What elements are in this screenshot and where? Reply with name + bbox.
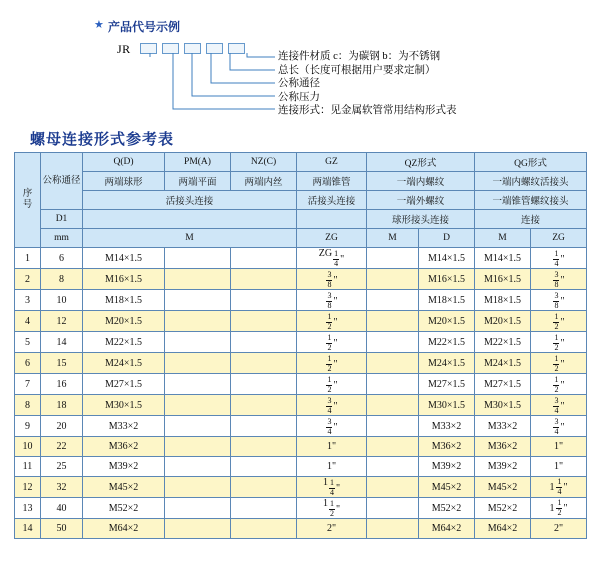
cell-sn: 2 xyxy=(15,269,41,290)
cell-qg-zg: 1 $\frac{1}{4}$ " xyxy=(531,477,587,498)
cell-nz xyxy=(231,416,297,437)
cell-gz: 2" xyxy=(297,519,367,539)
cell-qg-zg: 1 $\frac{1}{2}$ " xyxy=(531,498,587,519)
cell-sn: 6 xyxy=(15,353,41,374)
cell-qg-zg: 1" xyxy=(531,457,587,477)
cell-qz-d: M20×1.5 xyxy=(419,311,475,332)
cell-qd: M64×2 xyxy=(83,519,165,539)
table-row xyxy=(15,519,587,539)
cell-dn: 32 xyxy=(41,477,83,498)
cell-qz-d: M30×1.5 xyxy=(419,395,475,416)
cell-sn: 7 xyxy=(15,374,41,395)
cell-nz xyxy=(231,353,297,374)
cell-qg-m: M36×2 xyxy=(475,437,531,457)
cell-dn: 20 xyxy=(41,416,83,437)
cell-qg-m: M14×1.5 xyxy=(475,248,531,269)
table-row xyxy=(15,269,587,290)
cell-qg-m: M18×1.5 xyxy=(475,290,531,311)
cell-dn: 25 xyxy=(41,457,83,477)
cell-qz-d: M52×2 xyxy=(419,498,475,519)
col-header-row4-blank2 xyxy=(297,210,367,229)
table-row xyxy=(15,477,587,498)
col-header-row3-3: 一端外螺纹 xyxy=(367,191,475,210)
cell-qz-d: M27×1.5 xyxy=(419,374,475,395)
cell-qg-m: M30×1.5 xyxy=(475,395,531,416)
cell-qz-d: M36×2 xyxy=(419,437,475,457)
table-header-row xyxy=(15,153,587,172)
col-header-unit-m: M xyxy=(83,229,297,248)
cell-qz-m xyxy=(367,269,419,290)
col-header-row3-4: 一端锥管螺纹接头 xyxy=(475,191,587,210)
table-row xyxy=(15,248,587,269)
cell-gz: $\frac{3}{8}$ " xyxy=(297,290,367,311)
cell-dn: 6 xyxy=(41,248,83,269)
cell-qd: M33×2 xyxy=(83,416,165,437)
cell-qd: M20×1.5 xyxy=(83,311,165,332)
col-header-dn: 公称通径 xyxy=(41,153,83,210)
cell-qg-zg: $\frac{1}{4}$ " xyxy=(531,248,587,269)
cell-sn: 11 xyxy=(15,457,41,477)
cell-qz-m xyxy=(367,353,419,374)
legend-note-diameter: 公称通径 xyxy=(278,78,320,90)
col-header-row3-1: 活接头连接 xyxy=(83,191,297,210)
legend-note-form: 连接形式：见金属软管常用结构形式表 xyxy=(278,105,457,117)
cell-pm xyxy=(165,290,231,311)
cell-nz xyxy=(231,290,297,311)
page-title: 螺母连接形式参考表 xyxy=(30,132,175,148)
col-header-unit-qg-m: M xyxy=(475,229,531,248)
cell-qg-zg: $\frac{3}{4}$ " xyxy=(531,416,587,437)
cell-pm xyxy=(165,437,231,457)
cell-pm xyxy=(165,353,231,374)
table-row xyxy=(15,353,587,374)
table-row xyxy=(15,311,587,332)
col-header-gz-code: GZ xyxy=(297,153,367,172)
cell-qz-m xyxy=(367,457,419,477)
cell-dn: 10 xyxy=(41,290,83,311)
cell-qd: M36×2 xyxy=(83,437,165,457)
cell-sn: 4 xyxy=(15,311,41,332)
cell-qd: M14×1.5 xyxy=(83,248,165,269)
col-header-sn: 序 号 xyxy=(15,153,41,248)
cell-gz: $\frac{1}{2}$ " xyxy=(297,332,367,353)
cell-qg-m: M39×2 xyxy=(475,457,531,477)
cell-gz: 1" xyxy=(297,457,367,477)
cell-gz: $\frac{3}{4}$ " xyxy=(297,416,367,437)
cell-pm xyxy=(165,248,231,269)
table-row xyxy=(15,332,587,353)
cell-sn: 8 xyxy=(15,395,41,416)
cell-pm xyxy=(165,332,231,353)
cell-gz: 1 $\frac{1}{2}$ " xyxy=(297,498,367,519)
cell-qz-m xyxy=(367,519,419,539)
cell-dn: 18 xyxy=(41,395,83,416)
cell-nz xyxy=(231,269,297,290)
table-row xyxy=(15,395,587,416)
cell-pm xyxy=(165,311,231,332)
cell-dn: 14 xyxy=(41,332,83,353)
cell-qd: M18×1.5 xyxy=(83,290,165,311)
cell-qz-d: M33×2 xyxy=(419,416,475,437)
cell-nz xyxy=(231,374,297,395)
cell-dn: 16 xyxy=(41,374,83,395)
cell-qg-m: M33×2 xyxy=(475,416,531,437)
cell-qz-d: M64×2 xyxy=(419,519,475,539)
table-row xyxy=(15,457,587,477)
table-row xyxy=(15,290,587,311)
cell-pm xyxy=(165,519,231,539)
nut-connection-table-wrap xyxy=(14,152,586,539)
cell-nz xyxy=(231,519,297,539)
cell-qz-m xyxy=(367,332,419,353)
col-header-unit-mm: mm xyxy=(41,229,83,248)
cell-sn: 3 xyxy=(15,290,41,311)
cell-qd: M52×2 xyxy=(83,498,165,519)
star-icon: ★ xyxy=(94,19,104,31)
cell-qg-zg: 1" xyxy=(531,437,587,457)
cell-nz xyxy=(231,477,297,498)
cell-gz: $\frac{1}{2}$ " xyxy=(297,374,367,395)
cell-qz-m xyxy=(367,290,419,311)
col-header-unit-qg-zg: ZG xyxy=(531,229,587,248)
col-header-unit-zg: ZG xyxy=(297,229,367,248)
table-row xyxy=(15,374,587,395)
col-header-unit-qz-d: D xyxy=(419,229,475,248)
cell-dn: 40 xyxy=(41,498,83,519)
table-header-row xyxy=(15,191,587,210)
cell-nz xyxy=(231,498,297,519)
cell-qd: M39×2 xyxy=(83,457,165,477)
cell-qz-d: M24×1.5 xyxy=(419,353,475,374)
cell-gz: $\frac{1}{2}$ " xyxy=(297,353,367,374)
table-header-row xyxy=(15,229,587,248)
cell-gz: ZG $\frac{1}{4}$ " xyxy=(297,248,367,269)
cell-qz-d: M14×1.5 xyxy=(419,248,475,269)
cell-qz-m xyxy=(367,477,419,498)
cell-qz-d: M39×2 xyxy=(419,457,475,477)
cell-nz xyxy=(231,395,297,416)
cell-qg-m: M64×2 xyxy=(475,519,531,539)
cell-dn: 22 xyxy=(41,437,83,457)
product-code-legend xyxy=(0,0,600,120)
cell-qz-d: M22×1.5 xyxy=(419,332,475,353)
cell-qd: M16×1.5 xyxy=(83,269,165,290)
col-header-pm-code: PM(A) xyxy=(165,153,231,172)
nut-connection-table xyxy=(14,152,587,539)
cell-pm xyxy=(165,457,231,477)
cell-qz-d: M18×1.5 xyxy=(419,290,475,311)
cell-qg-m: M20×1.5 xyxy=(475,311,531,332)
cell-sn: 9 xyxy=(15,416,41,437)
legend-note-pressure: 公称压力 xyxy=(278,91,320,103)
cell-qg-m: M45×2 xyxy=(475,477,531,498)
cell-qz-d: M16×1.5 xyxy=(419,269,475,290)
table-row xyxy=(15,437,587,457)
cell-nz xyxy=(231,457,297,477)
col-header-row4-blank xyxy=(83,210,297,229)
cell-pm xyxy=(165,498,231,519)
code-prefix: JR xyxy=(117,42,131,56)
cell-qg-m: M24×1.5 xyxy=(475,353,531,374)
cell-sn: 10 xyxy=(15,437,41,457)
cell-qg-m: M22×1.5 xyxy=(475,332,531,353)
cell-qg-m: M52×2 xyxy=(475,498,531,519)
cell-pm xyxy=(165,374,231,395)
cell-sn: 13 xyxy=(15,498,41,519)
col-header-qd-code: Q(D) xyxy=(83,153,165,172)
cell-qz-m xyxy=(367,437,419,457)
col-header-gz-desc: 两端锥管 xyxy=(297,172,367,191)
cell-gz: $\frac{3}{4}$ " xyxy=(297,395,367,416)
col-header-qd-desc: 两端球形 xyxy=(83,172,165,191)
cell-pm xyxy=(165,395,231,416)
col-header-qz-desc: 一端内螺纹 xyxy=(367,172,475,191)
cell-qg-zg: $\frac{3}{8}$ " xyxy=(531,290,587,311)
cell-gz: 1 $\frac{1}{4}$ " xyxy=(297,477,367,498)
legend-note-material: 连接件材质 c：为碳钢 b：为不锈钢 xyxy=(278,51,441,62)
cell-dn: 12 xyxy=(41,311,83,332)
cell-qz-m xyxy=(367,498,419,519)
cell-qg-zg: $\frac{3}{4}$ " xyxy=(531,395,587,416)
cell-qg-zg: $\frac{1}{2}$ " xyxy=(531,311,587,332)
cell-nz xyxy=(231,248,297,269)
cell-qd: M30×1.5 xyxy=(83,395,165,416)
col-header-row4-2: 连接 xyxy=(475,210,587,229)
cell-qg-zg: 2" xyxy=(531,519,587,539)
col-header-unit-qz-m: M xyxy=(367,229,419,248)
cell-nz xyxy=(231,437,297,457)
cell-sn: 1 xyxy=(15,248,41,269)
cell-qd: M27×1.5 xyxy=(83,374,165,395)
cell-gz: 1" xyxy=(297,437,367,457)
legend-notes xyxy=(278,50,457,118)
cell-gz: $\frac{1}{2}$ " xyxy=(297,311,367,332)
cell-pm xyxy=(165,269,231,290)
cell-qz-m xyxy=(367,395,419,416)
cell-qz-m xyxy=(367,374,419,395)
cell-qz-m xyxy=(367,248,419,269)
col-header-qg-code: QG形式 xyxy=(475,153,587,172)
col-header-row3-2: 活接头连接 xyxy=(297,191,367,210)
cell-qg-zg: $\frac{3}{8}$ " xyxy=(531,269,587,290)
cell-qd: M45×2 xyxy=(83,477,165,498)
cell-sn: 5 xyxy=(15,332,41,353)
table-row xyxy=(15,416,587,437)
cell-dn: 50 xyxy=(41,519,83,539)
col-header-d1: D1 xyxy=(41,210,83,229)
cell-nz xyxy=(231,311,297,332)
col-header-qz-code: QZ形式 xyxy=(367,153,475,172)
cell-sn: 12 xyxy=(15,477,41,498)
cell-qz-m xyxy=(367,311,419,332)
col-header-pm-desc: 两端平面 xyxy=(165,172,231,191)
cell-gz: $\frac{3}{8}$ " xyxy=(297,269,367,290)
cell-qd: M22×1.5 xyxy=(83,332,165,353)
col-header-qg-desc: 一端内螺纹活接头 xyxy=(475,172,587,191)
cell-dn: 15 xyxy=(41,353,83,374)
legend-title: 产品代号示例 xyxy=(108,20,181,34)
cell-nz xyxy=(231,332,297,353)
cell-pm xyxy=(165,416,231,437)
cell-qg-m: M27×1.5 xyxy=(475,374,531,395)
cell-pm xyxy=(165,477,231,498)
table-header-row xyxy=(15,210,587,229)
table-header xyxy=(15,153,587,248)
table-row xyxy=(15,498,587,519)
cell-qg-m: M16×1.5 xyxy=(475,269,531,290)
table-header-row xyxy=(15,172,587,191)
legend-note-length: 总长（长度可根据用户要求定制） xyxy=(278,64,436,76)
cell-qz-d: M45×2 xyxy=(419,477,475,498)
col-header-nz-desc: 两端内丝 xyxy=(231,172,297,191)
cell-qd: M24×1.5 xyxy=(83,353,165,374)
cell-qg-zg: $\frac{1}{2}$ " xyxy=(531,374,587,395)
col-header-row4-1: 球形接头连接 xyxy=(367,210,475,229)
col-header-nz-code: NZ(C) xyxy=(231,153,297,172)
cell-qg-zg: $\frac{1}{2}$ " xyxy=(531,332,587,353)
cell-dn: 8 xyxy=(41,269,83,290)
cell-sn: 14 xyxy=(15,519,41,539)
cell-qz-m xyxy=(367,416,419,437)
cell-qg-zg: $\frac{1}{2}$ " xyxy=(531,353,587,374)
table-body xyxy=(15,248,587,539)
